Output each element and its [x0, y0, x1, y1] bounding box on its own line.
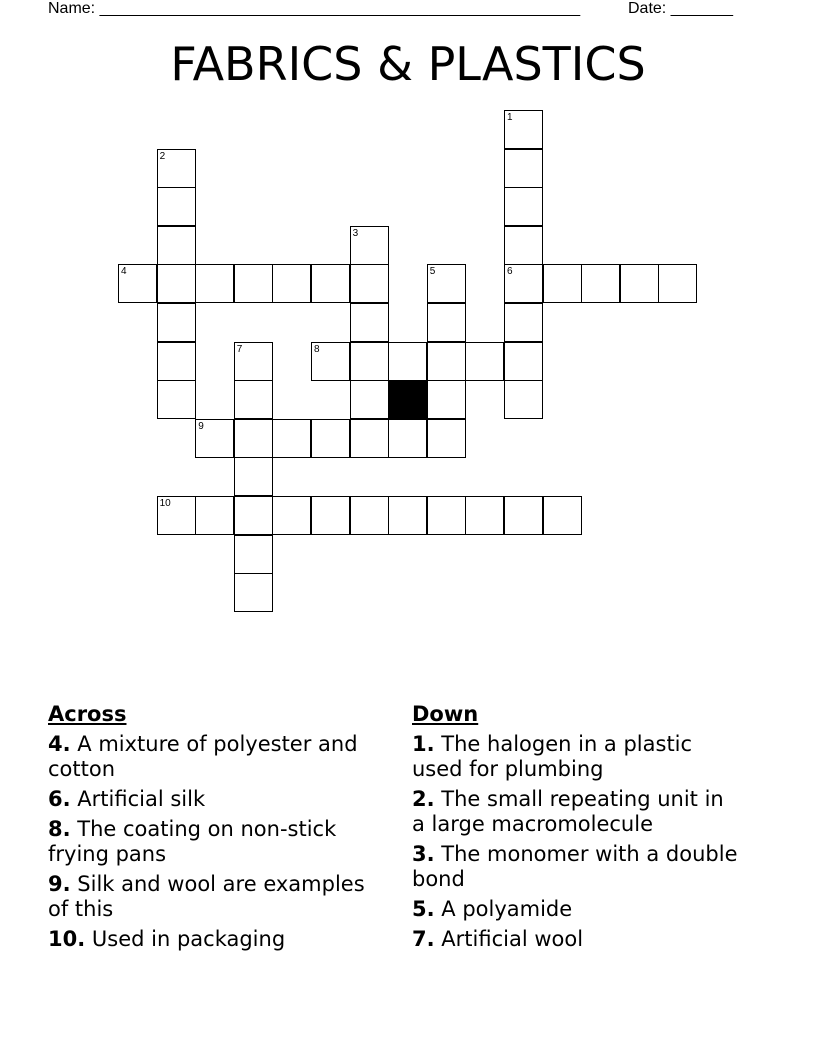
down-clue: [412, 842, 742, 892]
clue-number: 3.: [412, 842, 435, 866]
grid-cell[interactable]: [195, 264, 234, 303]
grid-cell[interactable]: [465, 342, 504, 381]
clue-text: Used in packaging: [91, 927, 286, 951]
grid-cell[interactable]: [195, 496, 234, 535]
grid-cell[interactable]: [311, 342, 350, 381]
grid-cell[interactable]: [311, 419, 350, 458]
grid-cell[interactable]: [504, 110, 543, 149]
across-clue: [48, 732, 378, 782]
down-heading: Down: [412, 702, 479, 726]
grid-cell[interactable]: [504, 496, 543, 535]
grid-cell[interactable]: [157, 380, 196, 419]
grid-cell[interactable]: [157, 149, 196, 188]
clue-text: Silk and wool are examples of this: [48, 872, 365, 921]
clue-text: A mixture of polyester and cotton: [48, 732, 358, 781]
grid-cell[interactable]: [272, 496, 311, 535]
grid-cell[interactable]: [234, 535, 273, 574]
grid-cell[interactable]: [427, 303, 466, 342]
clue-number-label: 6: [507, 266, 513, 278]
grid-cell[interactable]: [350, 226, 389, 265]
grid-cell[interactable]: [272, 264, 311, 303]
grid-cell[interactable]: [504, 342, 543, 381]
grid-cell[interactable]: [350, 264, 389, 303]
clue-number-label: 5: [429, 266, 436, 278]
grid-cell[interactable]: [234, 264, 273, 303]
across-clue: [48, 927, 378, 952]
clue-number-label: 4: [121, 266, 127, 278]
clue-number: 7.: [412, 927, 435, 951]
grid-cell[interactable]: [157, 264, 196, 303]
grid-cell[interactable]: [350, 419, 389, 458]
grid-cell[interactable]: [157, 342, 196, 381]
clue-number: 10.: [48, 927, 86, 951]
down-clue: [412, 787, 742, 837]
grid-cell[interactable]: [157, 496, 196, 535]
clue-number: 8.: [48, 817, 71, 841]
clue-number-label: 10: [159, 498, 171, 509]
grid-cell[interactable]: [234, 342, 273, 381]
grid-cell[interactable]: [234, 573, 273, 612]
grid-cell[interactable]: [157, 187, 196, 226]
black-cell: [388, 380, 427, 419]
clue-text: Artificial silk: [77, 787, 206, 811]
clue-number: 9.: [48, 872, 71, 896]
grid-cell[interactable]: [118, 264, 157, 303]
down-clues: [412, 702, 742, 957]
clue-number: 1.: [412, 732, 435, 756]
down-clue: [412, 897, 742, 922]
grid-cell[interactable]: [157, 226, 196, 265]
grid-cell[interactable]: [504, 149, 543, 188]
name-field-label: Name: ______________________________________________________: [48, 0, 581, 17]
clue-number-label: 3: [352, 227, 359, 239]
grid-cell[interactable]: [195, 419, 234, 458]
grid-cell[interactable]: [350, 303, 389, 342]
grid-cell[interactable]: [272, 419, 311, 458]
across-heading: Across: [48, 702, 127, 726]
grid-cell[interactable]: [388, 419, 427, 458]
grid-cell[interactable]: [388, 342, 427, 381]
grid-cell[interactable]: [504, 380, 543, 419]
grid-cell[interactable]: [311, 496, 350, 535]
grid-cell[interactable]: [620, 264, 659, 303]
clue-number: 4.: [48, 732, 71, 756]
down-clue: [412, 927, 742, 952]
clue-text: Artificial wool: [441, 927, 584, 951]
grid-cell[interactable]: [350, 380, 389, 419]
grid-cell[interactable]: [427, 496, 466, 535]
grid-cell[interactable]: [311, 264, 350, 303]
grid-cell[interactable]: [504, 226, 543, 265]
page-title: FABRICS & PLASTICS: [170, 37, 646, 91]
clue-number: 6.: [48, 787, 71, 811]
grid-cell[interactable]: [427, 419, 466, 458]
clue-text: A polyamide: [441, 897, 573, 921]
grid-cell[interactable]: [234, 457, 273, 496]
grid-cell[interactable]: [234, 380, 273, 419]
grid-cell[interactable]: [658, 264, 697, 303]
grid-cell[interactable]: [388, 496, 427, 535]
grid-cell[interactable]: [234, 496, 273, 535]
clue-number-label: 1: [507, 112, 513, 123]
grid-cell[interactable]: [504, 187, 543, 226]
grid-cell[interactable]: [581, 264, 620, 303]
grid-cell[interactable]: [504, 264, 543, 303]
grid-cell[interactable]: [504, 303, 543, 342]
grid-cell[interactable]: [234, 419, 273, 458]
header-line: [48, 0, 748, 18]
grid-cell[interactable]: [157, 303, 196, 342]
down-clue: [412, 732, 742, 782]
across-clue: [48, 817, 378, 867]
grid-cell[interactable]: [350, 342, 389, 381]
grid-cell[interactable]: [543, 264, 582, 303]
grid-cell[interactable]: [350, 496, 389, 535]
clue-number: 2.: [412, 787, 435, 811]
across-clue: [48, 787, 378, 812]
grid-cell[interactable]: [427, 342, 466, 381]
grid-cell[interactable]: [465, 496, 504, 535]
grid-cell[interactable]: [427, 380, 466, 419]
clue-number-label: 7: [236, 343, 243, 355]
clue-number-label: 9: [198, 420, 204, 432]
across-clue: [48, 872, 378, 922]
clue-number-label: 8: [314, 343, 320, 355]
grid-cell[interactable]: [543, 496, 582, 535]
clue-text: The monomer with a double bond: [412, 842, 738, 891]
clue-text: The coating on non-stick frying pans: [48, 817, 337, 866]
clue-number: 5.: [412, 897, 435, 921]
grid-cell[interactable]: [427, 264, 466, 303]
across-clues: [48, 702, 378, 957]
clue-text: The small repeating unit in a large macromolecule: [412, 787, 724, 836]
clue-number-label: 2: [159, 150, 166, 162]
date-field-label: Date: _______: [628, 0, 733, 17]
clue-text: The halogen in a plastic used for plumbing: [412, 732, 693, 781]
